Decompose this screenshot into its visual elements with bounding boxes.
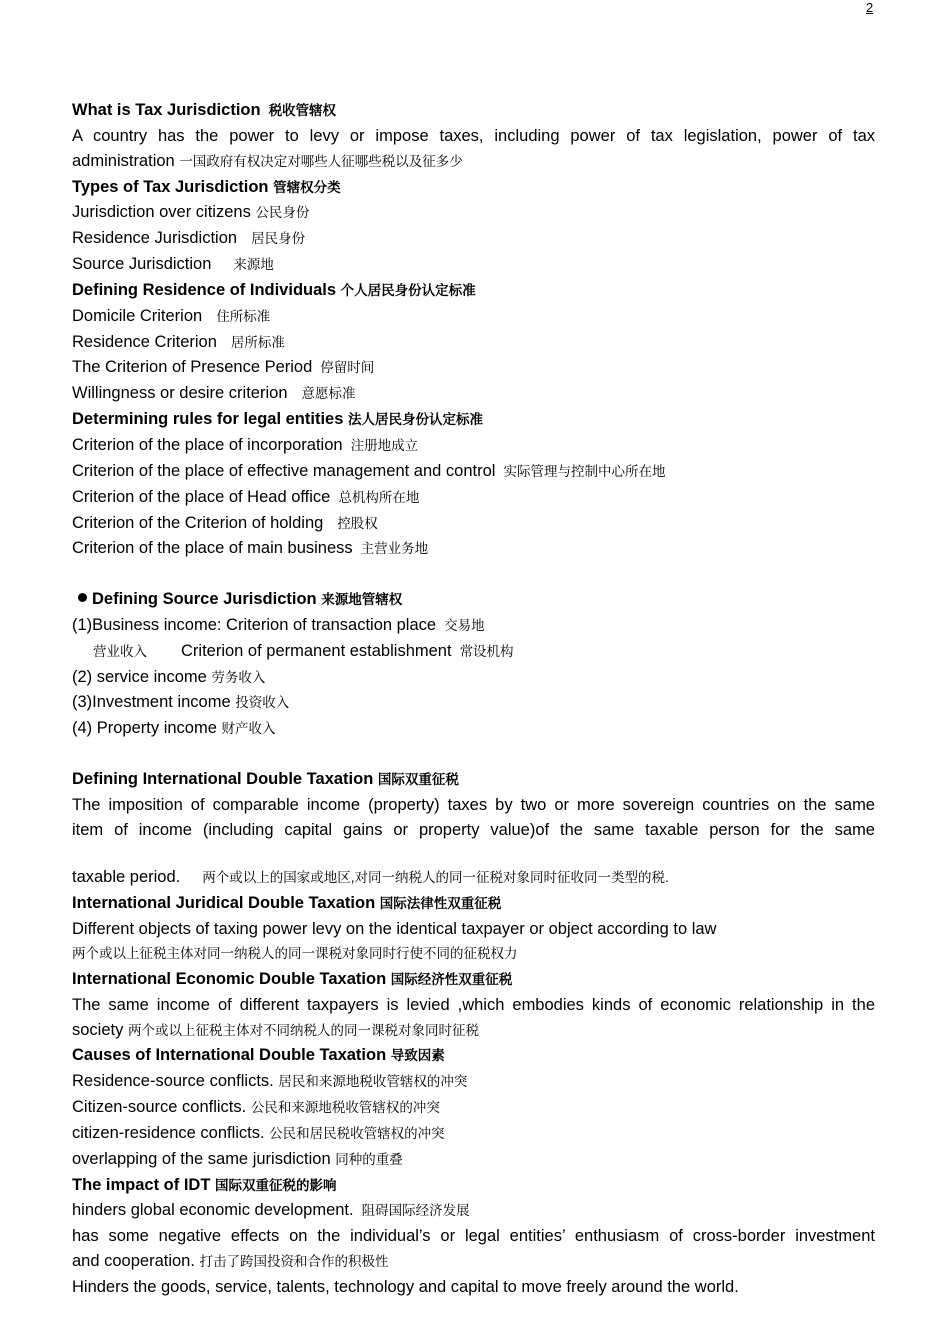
heading-types xyxy=(72,175,875,201)
bullet-icon xyxy=(78,593,87,602)
heading-causes xyxy=(72,1043,875,1069)
heading-zh: 国际经济性双重征税 xyxy=(390,971,513,987)
item-en: Criterion of the place of Head office xyxy=(72,487,331,506)
heading-text: Defining International Double Taxation xyxy=(72,769,374,788)
heading-text: Types of Tax Jurisdiction xyxy=(72,177,269,196)
paragraph-text: and cooperation. xyxy=(72,1252,195,1271)
item-en: Criterion of the place of effective management and control xyxy=(72,461,496,480)
heading-text: What is Tax Jurisdiction xyxy=(72,101,261,119)
paragraph-line xyxy=(72,865,875,891)
paragraph-line xyxy=(72,1018,875,1044)
paragraph-text: taxable period. xyxy=(72,868,181,887)
paragraph-text: administration xyxy=(72,151,175,170)
item-en: Criterion of the place of incorporation xyxy=(72,435,343,454)
paragraph-zh: 两个或以上的国家或地区,对同一纳税人的同一征税对象同时征收同一类型的税. xyxy=(202,870,669,886)
list-item xyxy=(72,639,875,665)
heading-text: The impact of IDT xyxy=(72,1175,211,1194)
heading-juridical xyxy=(72,891,875,917)
list-item xyxy=(72,1198,875,1224)
item-en: (2) service income xyxy=(72,667,207,686)
heading-tax-jurisdiction xyxy=(72,98,875,124)
item-zh: 居民和来源地税收管辖权的冲突 xyxy=(278,1074,468,1090)
paragraph-line: Hinders the goods, service, talents, technology and capital to move freely around the world. xyxy=(72,1277,739,1296)
heading-zh: 国际法律性双重征税 xyxy=(379,896,502,912)
paragraph-zh: 两个或以上征税主体对不同纳税人的同一课税对象同时征税 xyxy=(127,1022,479,1038)
item-en: Willingness or desire criterion xyxy=(72,384,288,403)
list-item xyxy=(72,1121,875,1147)
list-item xyxy=(72,355,875,381)
item-zh: 主营业务地 xyxy=(360,541,429,557)
item-en: Residence Jurisdiction xyxy=(72,229,238,248)
spacer xyxy=(72,562,875,587)
item-zh: 劳务收入 xyxy=(211,669,266,685)
paragraph-line: Different objects of taxing power levy on the identical taxpayer or object according to law xyxy=(72,920,717,939)
item-en: hinders global economic development. xyxy=(72,1201,354,1220)
paragraph-line xyxy=(72,1249,875,1275)
item-zh: 阻碍国际经济发展 xyxy=(361,1203,470,1219)
item-zh: 投资收入 xyxy=(235,695,290,711)
item-zh: 公民和居民税收管辖权的冲突 xyxy=(269,1125,445,1141)
list-item xyxy=(72,1147,875,1173)
heading-zh: 国际双重征税的影响 xyxy=(215,1177,337,1193)
heading-zh: 来源地管辖权 xyxy=(321,592,403,608)
paragraph-zh: 一国政府有权决定对哪些人征哪些税以及征多少 xyxy=(179,153,463,169)
item-en: Jurisdiction over citizens xyxy=(72,203,251,222)
item-zh: 总机构所在地 xyxy=(338,489,420,505)
heading-individuals xyxy=(72,278,875,304)
heading-zh: 法人居民身份认定标准 xyxy=(348,412,483,428)
item-en: The Criterion of Presence Period xyxy=(72,358,313,377)
list-item xyxy=(72,200,875,226)
item-zh: 居民身份 xyxy=(251,231,306,247)
item-zh: 注册地成立 xyxy=(350,437,419,453)
item-en: Source Jurisdiction xyxy=(72,255,212,274)
paragraph-line xyxy=(72,149,875,175)
item-en: Citizen-source conflicts. xyxy=(72,1098,247,1117)
heading-text: Determining rules for legal entities xyxy=(72,410,344,429)
document-body xyxy=(72,98,875,1300)
list-item xyxy=(72,381,875,407)
item-zh: 来源地 xyxy=(233,257,274,273)
paragraph-text: society xyxy=(72,1020,124,1039)
item-en: (4) Property income xyxy=(72,719,217,738)
heading-source xyxy=(72,587,875,613)
list-item xyxy=(72,716,875,742)
item-en: overlapping of the same jurisdiction xyxy=(72,1149,331,1168)
heading-text: Defining Source Jurisdiction xyxy=(92,590,317,609)
item-zh: 财产收入 xyxy=(221,721,276,737)
item-en: (1)Business income: Criterion of transaction place xyxy=(72,615,437,634)
paragraph-line-zh: 两个或以上征税主体对同一纳税人的同一课税对象同时行使不同的征税权力 xyxy=(72,946,518,961)
item-en: Criterion of permanent establishment xyxy=(181,641,452,660)
list-item xyxy=(72,536,875,562)
heading-impact xyxy=(72,1173,875,1199)
heading-zh: 个人居民身份认定标准 xyxy=(340,282,476,298)
list-item xyxy=(72,226,875,252)
list-item xyxy=(72,665,875,691)
list-item xyxy=(72,511,875,537)
heading-idt xyxy=(72,767,875,793)
heading-text: Defining Residence of Individuals xyxy=(72,280,337,299)
item-zh: 实际管理与控制中心所在地 xyxy=(503,463,666,479)
item-zh: 住所标准 xyxy=(216,308,271,324)
list-item xyxy=(72,1069,875,1095)
item-en: Residence Criterion xyxy=(72,332,217,351)
list-item xyxy=(72,485,875,511)
heading-zh: 税收管辖权 xyxy=(268,103,337,118)
paragraph-zh: 打击了跨国投资和合作的积极性 xyxy=(199,1254,389,1270)
heading-text: International Juridical Double Taxation xyxy=(72,894,376,913)
heading-text: International Economic Double Taxation xyxy=(72,969,387,988)
list-item xyxy=(72,613,875,639)
list-item xyxy=(72,330,875,356)
item-zh: 居所标准 xyxy=(230,334,285,350)
paragraph-line: The same income of different taxpayers is levied ,which embodies kinds of economic relationship in the xyxy=(72,995,875,1014)
item-zh: 停留时间 xyxy=(320,360,375,376)
spacer xyxy=(72,842,875,865)
page-number: 2 xyxy=(866,0,874,15)
item-en: Domicile Criterion xyxy=(72,306,203,325)
list-item xyxy=(72,304,875,330)
item-zh: 控股权 xyxy=(337,515,378,531)
item-en: Residence-source conflicts. xyxy=(72,1072,274,1091)
item-zh: 公民身份 xyxy=(255,205,310,221)
item-zh: 常设机构 xyxy=(459,643,514,659)
item-zh: 营业收入 xyxy=(93,643,147,659)
heading-economic xyxy=(72,967,875,993)
paragraph-line: A country has the power to levy or impose taxes, including power of tax legislation, power of tax xyxy=(72,126,875,145)
item-zh: 同种的重叠 xyxy=(335,1151,403,1167)
list-item xyxy=(72,690,875,716)
heading-zh: 导致因素 xyxy=(390,1048,445,1064)
heading-legal-entities xyxy=(72,407,875,433)
paragraph-line: The imposition of comparable income (property) taxes by two or more sovereign countries on the same xyxy=(72,795,875,814)
item-zh: 意愿标准 xyxy=(301,386,356,402)
paragraph-line: item of income (including capital gains or property value)of the same taxable person for the same xyxy=(72,820,875,839)
list-item xyxy=(72,459,875,485)
item-en: Criterion of the Criterion of holding xyxy=(72,513,324,532)
item-en: (3)Investment income xyxy=(72,693,231,712)
spacer xyxy=(72,742,875,767)
item-en: Criterion of the place of main business xyxy=(72,539,353,558)
paragraph-line: has some negative effects on the individual’s or legal entities’ enthusiasm of cross-border investment xyxy=(72,1227,875,1246)
heading-zh: 管辖权分类 xyxy=(273,179,341,195)
item-en: citizen-residence conflicts. xyxy=(72,1123,265,1142)
item-zh: 公民和来源地税收管辖权的冲突 xyxy=(250,1100,440,1116)
heading-text: Causes of International Double Taxation xyxy=(72,1046,387,1065)
list-item xyxy=(72,433,875,459)
item-zh: 交易地 xyxy=(444,617,485,633)
heading-zh: 国际双重征税 xyxy=(377,771,459,787)
list-item xyxy=(72,1095,875,1121)
list-item xyxy=(72,252,875,278)
